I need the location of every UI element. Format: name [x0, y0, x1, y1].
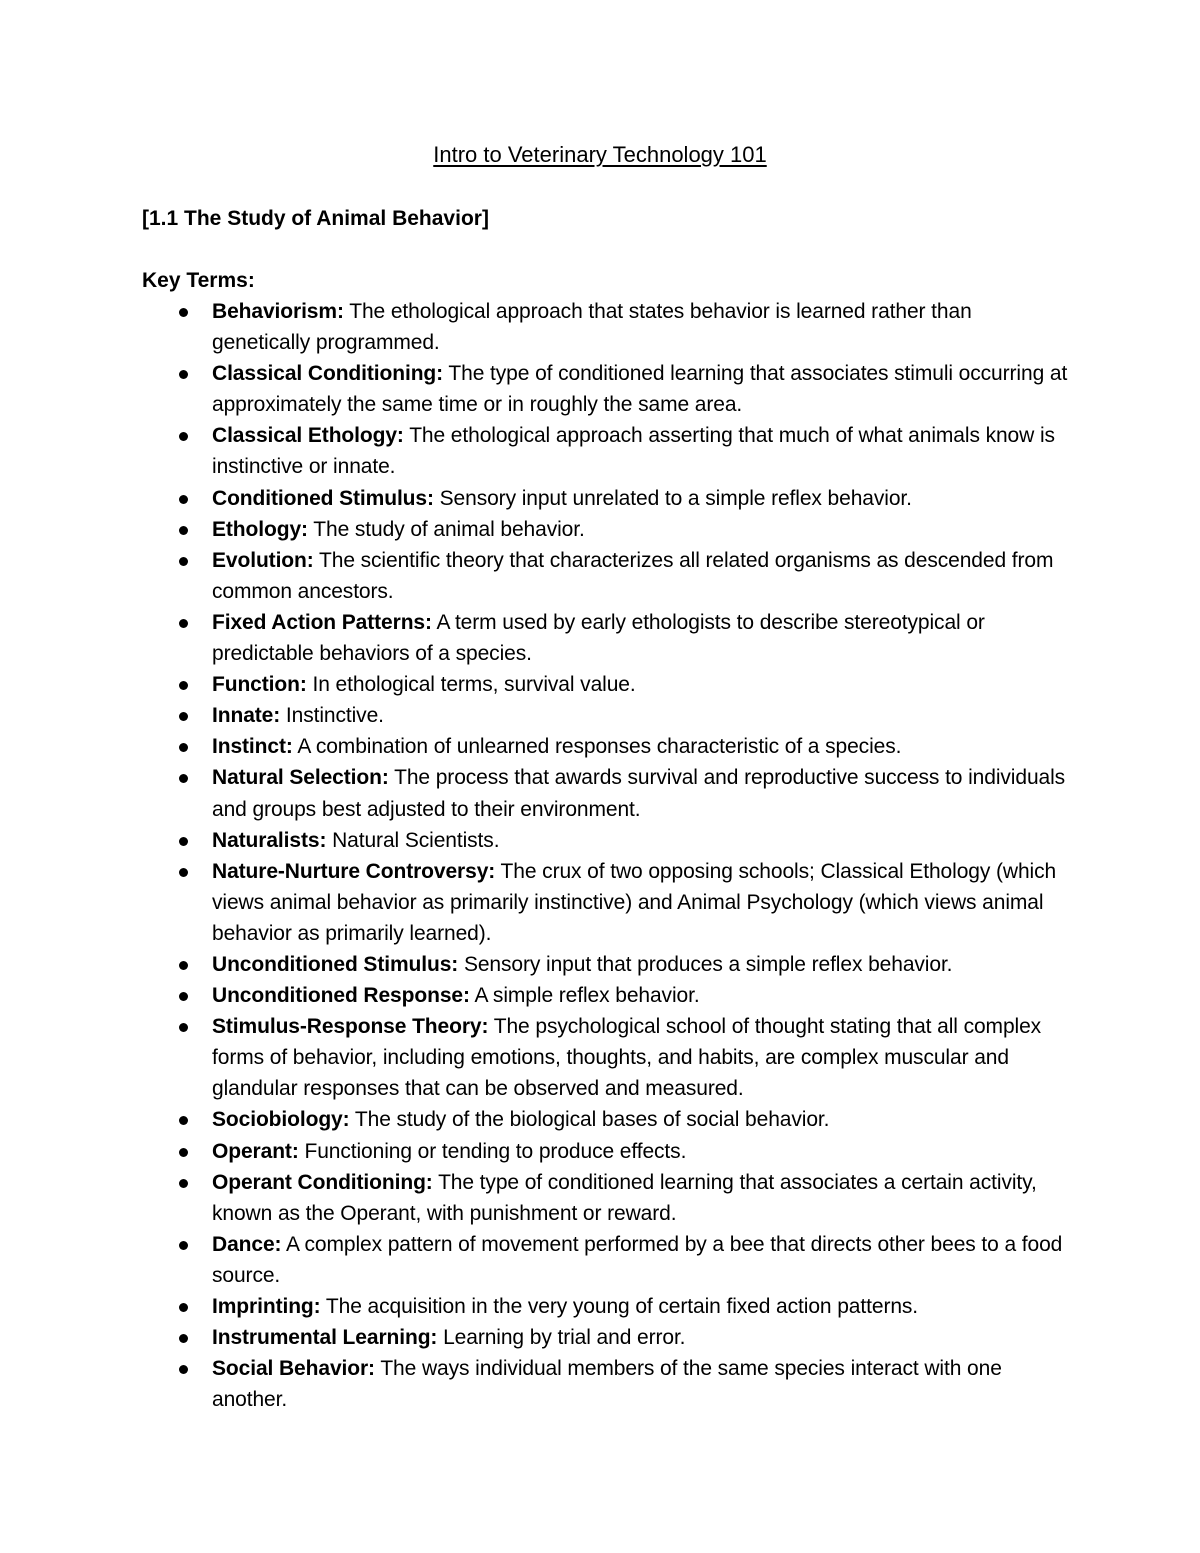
term-label: Conditioned Stimulus:	[212, 486, 434, 510]
list-item	[142, 1322, 1072, 1353]
term-definition: Learning by trial and error.	[443, 1326, 686, 1350]
term-label: Evolution:	[212, 548, 314, 572]
list-item	[142, 296, 1072, 358]
bullet-icon	[179, 1334, 188, 1343]
term-label: Unconditioned Stimulus:	[212, 952, 459, 976]
list-item	[142, 1229, 1072, 1291]
term-definition: The ethological approach that states behavior is learned rather than genetically programmed.	[212, 300, 972, 355]
list-item	[142, 1167, 1072, 1229]
bullet-icon	[179, 526, 188, 535]
term-label: Social Behavior:	[212, 1357, 375, 1381]
term-label: Classical Conditioning:	[212, 362, 444, 386]
term-label: Fixed Action Patterns:	[212, 610, 432, 634]
term-definition: The ways individual members of the same species interact with one another.	[212, 1357, 1002, 1412]
term-label: Instinct:	[212, 735, 293, 759]
bullet-icon	[179, 1148, 188, 1157]
term-definition: The study of the biological bases of social behavior.	[354, 1108, 830, 1132]
term-label: Unconditioned Response:	[212, 984, 470, 1008]
term-label: Sociobiology:	[212, 1108, 350, 1132]
bullet-icon	[179, 1116, 188, 1125]
bullet-icon	[179, 1365, 188, 1374]
list-item	[142, 1104, 1072, 1135]
term-definition: Natural Scientists.	[332, 828, 500, 852]
bullet-icon	[179, 1241, 188, 1250]
term-label: Stimulus-Response Theory:	[212, 1015, 489, 1039]
term-label: Operant:	[212, 1139, 299, 1163]
term-definition: In ethological terms, survival value.	[312, 673, 636, 697]
term-definition: The study of animal behavior.	[313, 517, 585, 541]
bullet-icon	[179, 432, 188, 441]
bullet-icon	[179, 1179, 188, 1188]
term-label: Natural Selection:	[212, 766, 389, 790]
list-item	[142, 514, 1072, 545]
term-label: Innate:	[212, 704, 281, 728]
bullet-icon	[179, 743, 188, 752]
term-definition: A complex pattern of movement performed by a bee that directs other bees to a food source.	[212, 1232, 1063, 1287]
list-item	[142, 358, 1072, 420]
term-definition: Sensory input unrelated to a simple reflex behavior.	[439, 486, 912, 510]
term-definition: Instinctive.	[285, 704, 384, 728]
list-item	[142, 856, 1072, 949]
term-label: Function:	[212, 673, 307, 697]
term-definition: Functioning or tending to produce effects.	[304, 1139, 687, 1163]
term-definition: A term used by early ethologists to describe stereotypical or predictable behaviors of a species.	[212, 610, 985, 666]
list-item	[142, 1353, 1072, 1415]
term-label: Dance:	[212, 1232, 282, 1256]
bullet-icon	[179, 774, 188, 783]
list-item	[142, 1011, 1072, 1104]
term-definition: The type of conditioned learning that associates a certain activity, known as the Operant, with punishment or reward.	[212, 1170, 1037, 1225]
list-item	[142, 700, 1072, 731]
term-definition: Sensory input that produces a simple reflex behavior.	[463, 952, 953, 976]
term-definition: The crux of two opposing schools; Classical Ethology (which views animal behavior as primarily instinctive) and Animal Psychology (which views animal behavior as primarily learned).	[212, 859, 1057, 945]
bullet-icon	[179, 495, 188, 504]
term-definition: The scientific theory that characterizes all related organisms as descended from common ancestors.	[212, 548, 1054, 603]
document-title: Intro to Veterinary Technology 101	[433, 142, 767, 167]
list-item	[142, 949, 1072, 980]
term-label: Imprinting:	[212, 1295, 321, 1318]
bullet-icon	[179, 308, 188, 317]
bullet-icon	[179, 837, 188, 846]
section-heading: [1.1 The Study of Animal Behavior]	[142, 207, 489, 230]
term-label: Nature-Nurture Controversy:	[212, 859, 496, 883]
term-label: Classical Ethology:	[212, 424, 404, 448]
term-definition: A combination of unlearned responses characteristic of a species.	[297, 735, 902, 759]
bullet-icon	[179, 868, 188, 877]
term-definition: The ethological approach asserting that much of what animals know is instinctive or innate.	[212, 424, 1055, 479]
list-item	[142, 1136, 1072, 1167]
term-definition: A simple reflex behavior.	[474, 984, 700, 1008]
term-label: Instrumental Learning:	[212, 1326, 438, 1350]
term-definition: The process that awards survival and reproductive success to individuals and groups best adjusted to their environment.	[212, 766, 1066, 821]
bullet-icon	[179, 1023, 188, 1032]
list-item	[142, 980, 1072, 1011]
term-definition: The acquisition in the very young of certain fixed action patterns.	[325, 1295, 919, 1318]
list-item	[142, 825, 1072, 856]
list-item	[142, 1291, 1072, 1322]
list-item	[142, 669, 1072, 700]
term-label: Ethology:	[212, 517, 308, 541]
term-definition: The psychological school of thought stating that all complex forms of behavior, including emotions, thoughts, and habits, are complex muscular and glandular responses that can be observed and measured.	[212, 1015, 1042, 1101]
list-item	[142, 545, 1072, 607]
list-item	[142, 607, 1072, 669]
bullet-icon	[179, 1303, 188, 1312]
bullet-icon	[179, 712, 188, 721]
term-definition: The type of conditioned learning that associates stimuli occurring at approximately the same time or in roughly the same area.	[212, 362, 1068, 417]
term-label: Naturalists:	[212, 828, 327, 852]
term-label: Behaviorism:	[212, 300, 344, 323]
list-item	[142, 731, 1072, 762]
list-item	[142, 762, 1072, 824]
bullet-icon	[179, 557, 188, 566]
bullet-icon	[179, 992, 188, 1001]
list-item	[142, 483, 1072, 514]
term-label: Operant Conditioning:	[212, 1170, 433, 1194]
key-terms-list	[142, 296, 1072, 1415]
bullet-icon	[179, 370, 188, 379]
bullet-icon	[179, 681, 188, 690]
bullet-icon	[179, 961, 188, 970]
bullet-icon	[179, 619, 188, 628]
list-item	[142, 420, 1072, 482]
key-terms-label: Key Terms:	[142, 269, 255, 292]
